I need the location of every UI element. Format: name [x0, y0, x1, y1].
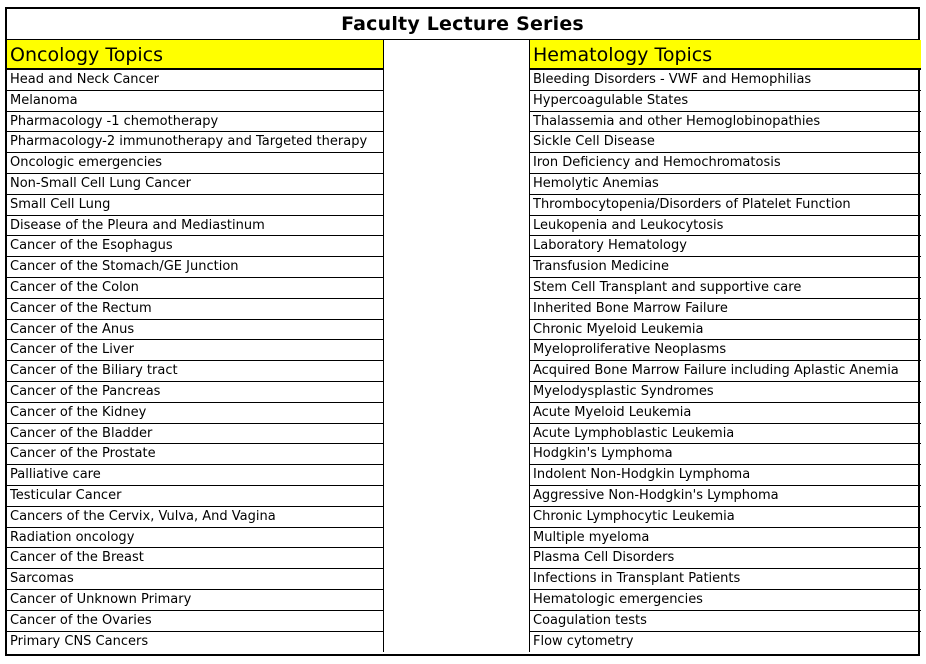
hematology-topic-row: Acute Myeloid Leukemia — [530, 403, 921, 424]
oncology-topic-row: Cancers of the Cervix, Vulva, And Vagina — [7, 507, 383, 528]
oncology-topic-row: Disease of the Pleura and Mediastinum — [7, 216, 383, 237]
hematology-topic-row: Inherited Bone Marrow Failure — [530, 299, 921, 320]
hematology-topic-row: Laboratory Hematology — [530, 236, 921, 257]
oncology-topic-row: Cancer of the Bladder — [7, 424, 383, 445]
oncology-topic-row: Oncologic emergencies — [7, 153, 383, 174]
oncology-topic-row: Sarcomas — [7, 569, 383, 590]
oncology-topic-row: Head and Neck Cancer — [7, 70, 383, 91]
oncology-topic-row: Melanoma — [7, 91, 383, 112]
hematology-topic-row: Hematologic emergencies — [530, 590, 921, 611]
hematology-topic-row: Sickle Cell Disease — [530, 132, 921, 153]
hematology-topic-row: Myelodysplastic Syndromes — [530, 382, 921, 403]
oncology-topic-row: Cancer of the Esophagus — [7, 236, 383, 257]
hematology-topic-row: Infections in Transplant Patients — [530, 569, 921, 590]
oncology-topic-row: Cancer of the Biliary tract — [7, 361, 383, 382]
hematology-topic-row: Bleeding Disorders - VWF and Hemophilias — [530, 70, 921, 91]
table-title: Faculty Lecture Series — [7, 9, 918, 40]
hematology-topic-row: Hodgkin's Lymphoma — [530, 444, 921, 465]
oncology-topic-row: Pharmacology -1 chemotherapy — [7, 112, 383, 133]
hematology-topic-row: Thrombocytopenia/Disorders of Platelet Function — [530, 195, 921, 216]
hematology-topic-row: Chronic Lymphocytic Leukemia — [530, 507, 921, 528]
hematology-topic-row: Hemolytic Anemias — [530, 174, 921, 195]
hematology-topic-row: Chronic Myeloid Leukemia — [530, 320, 921, 341]
hematology-topic-row: Acquired Bone Marrow Failure including Aplastic Anemia — [530, 361, 921, 382]
hematology-topic-row: Leukopenia and Leukocytosis — [530, 216, 921, 237]
oncology-column — [7, 40, 384, 652]
oncology-topic-row: Cancer of the Breast — [7, 548, 383, 569]
oncology-topic-row: Cancer of the Colon — [7, 278, 383, 299]
oncology-topic-row: Testicular Cancer — [7, 486, 383, 507]
hematology-topic-row: Multiple myeloma — [530, 528, 921, 549]
oncology-list — [7, 70, 383, 652]
hematology-topic-row: Plasma Cell Disorders — [530, 548, 921, 569]
oncology-topic-row: Cancer of the Prostate — [7, 444, 383, 465]
oncology-topic-row: Small Cell Lung — [7, 195, 383, 216]
hematology-topic-row: Transfusion Medicine — [530, 257, 921, 278]
hematology-topic-row: Myeloproliferative Neoplasms — [530, 340, 921, 361]
hematology-list — [530, 70, 921, 652]
spacer-column — [384, 40, 528, 654]
oncology-header: Oncology Topics — [7, 40, 383, 70]
hematology-topic-row: Aggressive Non-Hodgkin's Lymphoma — [530, 486, 921, 507]
hematology-topic-row: Thalassemia and other Hemoglobinopathies — [530, 112, 921, 133]
oncology-topic-row: Radiation oncology — [7, 528, 383, 549]
oncology-topic-row: Cancer of the Anus — [7, 320, 383, 341]
oncology-topic-row: Cancer of the Kidney — [7, 403, 383, 424]
hematology-topic-row: Coagulation tests — [530, 611, 921, 632]
oncology-topic-row: Cancer of the Liver — [7, 340, 383, 361]
hematology-topic-row: Stem Cell Transplant and supportive care — [530, 278, 921, 299]
oncology-topic-row: Cancer of the Ovaries — [7, 611, 383, 632]
oncology-topic-row: Cancer of the Stomach/GE Junction — [7, 257, 383, 278]
hematology-topic-row: Indolent Non-Hodgkin Lymphoma — [530, 465, 921, 486]
oncology-topic-row: Primary CNS Cancers — [10, 633, 149, 649]
hematology-topic-row: Hypercoagulable States — [530, 91, 921, 112]
hematology-topic-row: Iron Deficiency and Hemochromatosis — [530, 153, 921, 174]
oncology-topic-row: Cancer of the Rectum — [7, 299, 383, 320]
hematology-header: Hematology Topics — [530, 40, 921, 70]
oncology-topic-row: Pharmacology-2 immunotherapy and Targeted therapy — [7, 132, 383, 153]
lecture-series-table — [5, 7, 920, 656]
oncology-topic-row: Cancer of the Pancreas — [7, 382, 383, 403]
hematology-column — [529, 40, 921, 652]
oncology-topic-row: Non-Small Cell Lung Cancer — [7, 174, 383, 195]
oncology-topic-row: Palliative care — [7, 465, 383, 486]
hematology-topic-row: Flow cytometry — [533, 633, 634, 649]
oncology-topic-row: Cancer of Unknown Primary — [7, 590, 383, 611]
hematology-topic-row: Acute Lymphoblastic Leukemia — [530, 424, 921, 445]
